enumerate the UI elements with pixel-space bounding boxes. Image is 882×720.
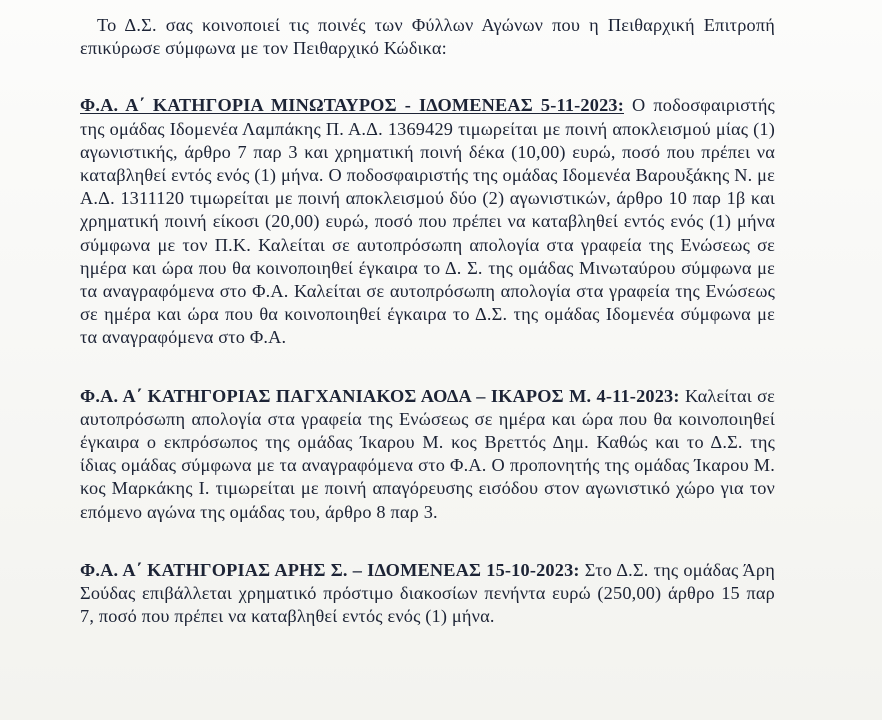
entry-body: Ο ποδοσφαιριστής της ομάδας Ιδομενέα Λαμπάκης Π. Α.Δ. 1369429 τιμωρείται με ποινή αποκλεισμού μίας (1) αγωνιστικής, άρθρο 7 παρ 3 και χρηματική ποινή δέκα (10,00) ευρώ, ποσό που πρέπει να καταβληθεί εντός ενός (1) μήνα. Ο ποδοσφαιριστής της ομάδας Ιδομενέα Βαρουξάκης Ν. με Α.Δ. 1311120 τιμωρείται με ποινή αποκλεισμού δύο (2) αγωνιστικών, άρθρο 10 παρ 1β και χρηματική ποινή είκοσι (20,00) ευρώ, ποσό που πρέπει να καταβληθεί εντός ενός (1) μήνα σύμφωνα με τον Π.Κ. Καλείται σε αυτοπρόσωπη απολογία στα γραφεία της Ενώσεως σε ημέρα και ώρα που θα κοινοποιηθεί έγκαιρα το Δ. Σ. της ομάδας Μινωταύρου σύμφωνα με τα αναγραφόμενα στο Φ.Α. Καλείται σε αυτοπρόσωπη απολογία στα γραφεία της Ενώσεως σε ημέρα και ώρα που θα κοινοποιηθεί έγκαιρα το Δ.Σ. της ομάδας Ιδομενέα σύμφωνα με τα αναγραφόμενα στο Φ.Α. bbox=[80, 95, 775, 348]
intro-paragraph: Το Δ.Σ. σας κοινοποιεί τις ποινές των Φύλλων Αγώνων που η Πειθαρχική Επιτροπή επικύρωσε σύμφωνα με τον Πειθαρχικό Κώδικα: bbox=[80, 15, 775, 59]
entry-aris-idomeneas bbox=[80, 559, 775, 629]
entry-body: Στο Δ.Σ. της ομάδας Άρη Σούδας επιβάλλεται χρηματικό πρόστιμο διακοσίων πενήντα ευρώ (250,00) άρθρο 15 παρ 7, ποσό που πρέπει να καταβληθεί εντός ενός (1) μήνα. bbox=[80, 559, 775, 627]
decision-document bbox=[80, 14, 775, 628]
entry-pagchaniakos-ikaros bbox=[80, 385, 775, 524]
entry-minotavros-idomeneas bbox=[80, 94, 775, 349]
entry-heading: Φ.Α. Α΄ ΚΑΤΗΓΟΡΙΑΣ ΠΑΓΧΑΝΙΑΚΟΣ ΑΟΔΑ – ΙΚΑΡΟΣ Μ. 4-11-2023: bbox=[80, 385, 680, 406]
entry-body: Καλείται σε αυτοπρόσωπη απολογία στα γραφεία της Ενώσεως σε ημέρα και ώρα που θα κοινοποιηθεί έγκαιρα ο εκπρόσωπος της ομάδας Ίκαρου Μ. κος Βρεττός Δημ. Καθώς και το Δ.Σ. της ίδιας ομάδας σύμφωνα με τα αναγραφόμενα στο Φ.Α. Ο προπονητής της ομάδας Ίκαρου Μ. κος Μαρκάκης Ι. τιμωρείται με ποινή απαγόρευσης εισόδου στον αγωνιστικό χώρο για τον επόμενο αγώνα της ομάδας του, άρθρο 8 παρ 3. bbox=[80, 385, 775, 522]
entry-heading: Φ.Α. Α΄ ΚΑΤΗΓΟΡΙΑΣ ΑΡΗΣ Σ. – ΙΔΟΜΕΝΕΑΣ 15-10-2023: bbox=[80, 559, 580, 580]
entry-heading: Φ.Α. Α΄ ΚΑΤΗΓΟΡΙΑ ΜΙΝΩΤΑΥΡΟΣ - ΙΔΟΜΕΝΕΑΣ 5-11-2023: bbox=[80, 95, 624, 116]
